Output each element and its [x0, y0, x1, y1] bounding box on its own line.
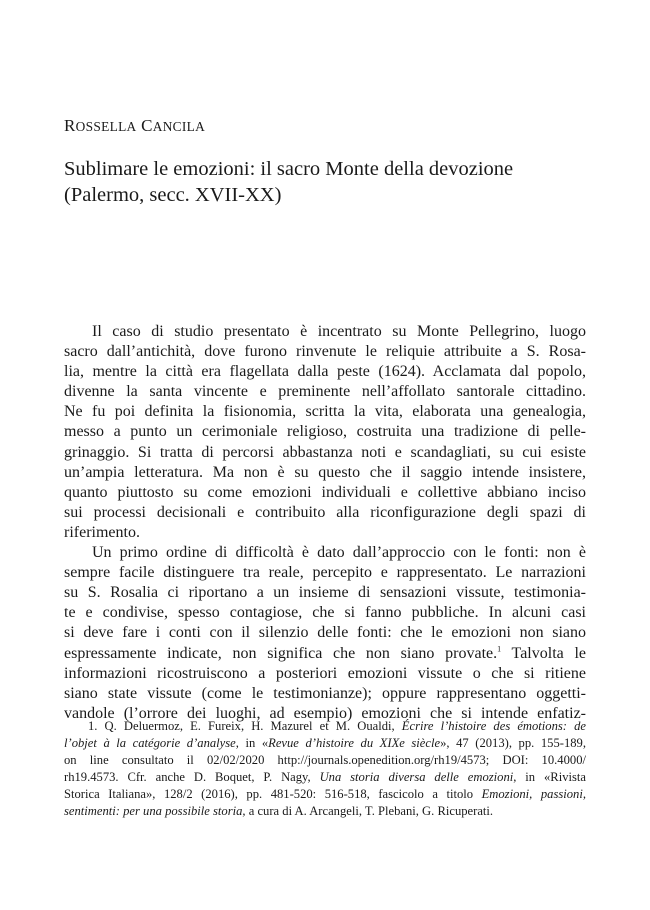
text-line: messo a punto un cerimoniale religioso, costruita una tradizione di pelle- — [64, 423, 586, 441]
footnote-1 — [64, 718, 586, 820]
text-line: te e condivise, spesso contagiose, che si fanno pubbliche. In alcuni casi — [64, 604, 586, 622]
footnote-line — [64, 735, 586, 752]
cited-title: Écrire l’histoire des émotions: de — [401, 719, 586, 733]
text-line: informazioni ricostruiscono a posteriori emozioni vissute o che si ritiene — [64, 664, 586, 682]
footnote-line — [64, 803, 586, 820]
title-line: (Palermo, secc. XVII-XX) — [64, 184, 282, 206]
footnote-line: on line consultato il 02/02/2020 http://journals.openedition.org/rh19/4573; DOI: 10.4000/ — [64, 753, 586, 767]
cited-journal: Revue d’histoire du XIXe siècle — [268, 736, 441, 750]
chapter-title — [64, 156, 584, 208]
paragraph-2 — [64, 543, 586, 724]
text-line: Ne fu poi definita la fisionomia, scritta la vita, elaborata una genealogia, — [64, 403, 586, 421]
text-line: divenne la santa vincente e preminente nell’affollato santorale cittadino. — [64, 383, 586, 401]
cited-title: Una storia diversa delle emozioni — [319, 770, 514, 784]
author-name — [64, 116, 205, 136]
text-fragment: espressamente indicate, non significa che non siano provate. — [64, 644, 498, 662]
text-fragment: , in «Rivista — [513, 770, 586, 784]
text-fragment: a cura di A. Arcangeli, T. Plebani, G. Ricuperati. — [245, 804, 494, 818]
text-fragment: rh19.4573. Cfr. anche D. Boquet, P. Nagy, — [64, 770, 320, 784]
author-first-rest: OSSELLA — [75, 119, 137, 134]
text-line: su S. Rosalia ci riportano a un insieme di sensazioni vissute, testimonia- — [64, 584, 586, 602]
text-line: sempre facile distinguere tra reale, percepito e rappresentato. Le narrazioni — [64, 564, 586, 582]
text-fragment: », 47 (2013), pp. 155-189, — [440, 736, 586, 750]
text-line: quanto piuttosto su come emozioni individuali e collettive abbiano inciso — [64, 483, 586, 501]
text-line: sui processi decisionali e contribuito alla riconfigurazione degli spazi di — [64, 503, 586, 521]
text-fragment: Talvolta le — [501, 644, 587, 662]
footnote-line — [64, 718, 586, 735]
text-fragment: , in « — [235, 736, 269, 750]
author-last-rest: ANCILA — [152, 119, 206, 134]
paragraph-1 — [64, 322, 586, 543]
text-fragment: Storica Italiana», 128/2 (2016), pp. 481-520: 516-518, fascicolo a titolo — [64, 787, 482, 801]
cited-title: l’objet à la catégorie d’analyse — [64, 736, 236, 750]
author-first-initial: R — [64, 116, 76, 135]
footnote-ref-1[interactable]: 1 — [497, 644, 502, 654]
text-line: Il caso di studio presentato è incentrato su Monte Pellegrino, luogo — [92, 323, 586, 340]
footnote-line — [64, 769, 586, 786]
text-fragment: 1. Q. Deluermoz, E. Fureix, H. Mazurel et M. Oualdi, — [88, 719, 402, 733]
text-line: vandole (l’orrore dei luoghi, ad esempio) emozioni che si intende enfatiz- — [64, 704, 586, 722]
text-line: Un primo ordine di difficoltà è dato dall’approccio con le fonti: non è — [92, 544, 586, 562]
text-line: siano state vissute (come le testimonianze); oppure rappresentano oggetti- — [64, 684, 586, 702]
cited-title: sentimenti: per una possibile storia, — [64, 804, 246, 818]
title-line: Sublimare le emozioni: il sacro Monte della devozione — [64, 158, 514, 180]
text-line: riferimento. — [64, 523, 140, 541]
text-line: lia, mentre la città era flagellata dalla peste (1624). Acclamata dal popolo, — [64, 363, 586, 381]
text-line: sacro dall’antichità, dove furono rinvenute le reliquie attribuite a S. Rosa- — [64, 343, 586, 361]
author-last-initial: C — [141, 116, 153, 135]
text-line: si deve fare i conti con il silenzio delle fonti: che le emozioni non siano — [64, 624, 586, 642]
body-text — [64, 322, 586, 724]
footnote-line — [64, 786, 586, 803]
text-line: un’ampia letteratura. Ma non è su questo che il saggio intende insistere, — [64, 463, 586, 481]
text-line — [64, 644, 586, 664]
cited-title: Emozioni, passioni, — [481, 787, 586, 801]
text-line: grinaggio. Si tratta di percorsi abbastanza noti e scandagliati, su cui esiste — [64, 443, 586, 461]
